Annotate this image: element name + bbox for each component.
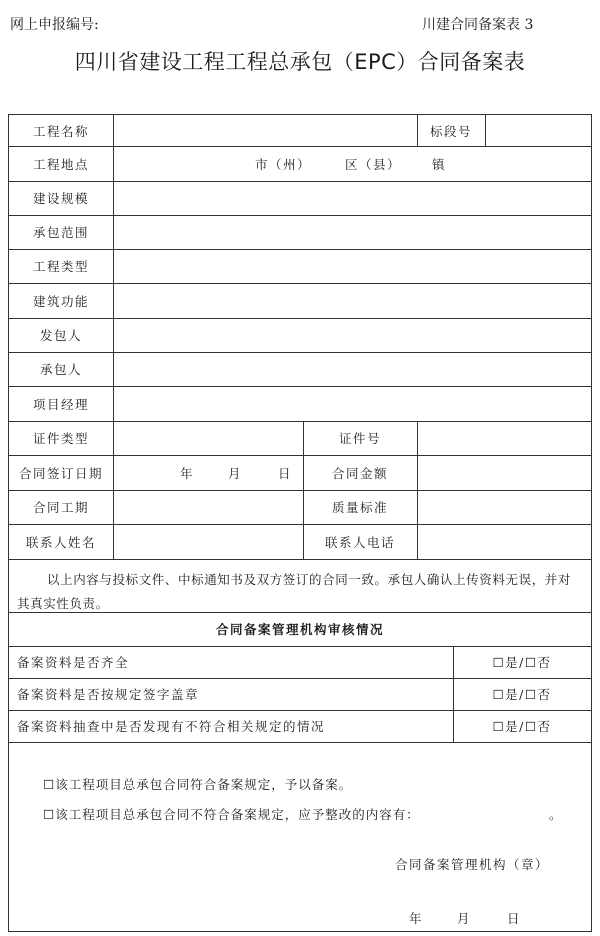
option-reject-end-mark: 。 — [549, 807, 562, 822]
filing-form — [8, 114, 592, 932]
label-contract-scope: 承包范围 — [32, 225, 89, 240]
check-answer-noncompliance[interactable]: ☐是/☐否 — [492, 719, 552, 734]
field-contact-name[interactable] — [113, 524, 303, 559]
bottom-date-day: 日 — [507, 911, 520, 926]
field-section-no[interactable] — [485, 115, 591, 146]
field-building-function[interactable] — [113, 283, 591, 318]
field-project-type[interactable] — [113, 249, 591, 283]
field-id-type[interactable] — [113, 421, 303, 455]
bottom-date-month: 月 — [457, 911, 470, 926]
location-city: 市（州） — [254, 156, 311, 172]
check-label-noncompliance: 备案资料抽查中是否发现有不符合相关规定的情况 — [17, 719, 326, 734]
label-contact-phone: 联系人电话 — [324, 534, 395, 550]
field-contact-phone[interactable] — [417, 524, 591, 559]
bottom-date-year: 年 — [409, 911, 422, 926]
label-section-no: 标段号 — [429, 123, 472, 139]
label-building-function: 建筑功能 — [32, 293, 89, 309]
sign-date-month: 月 — [227, 465, 242, 481]
field-contractor[interactable] — [113, 352, 591, 386]
label-contractor: 承包人 — [39, 362, 82, 377]
field-project-name[interactable] — [113, 115, 417, 146]
page-title: 四川省建设工程工程总承包（EPC）合同备案表 — [74, 50, 526, 74]
option-approve-checkbox[interactable]: ☐该工程项目总承包合同符合备案规定，予以备案。 — [43, 777, 353, 792]
label-sign-date: 合同签订日期 — [18, 465, 103, 481]
field-id-number[interactable] — [417, 421, 591, 455]
label-construction-scale: 建设规模 — [32, 191, 89, 206]
review-section-title: 合同备案管理机构审核情况 — [215, 622, 384, 637]
option-reject-checkbox[interactable]: ☐该工程项目总承包合同不符合备案规定，应予整改的内容有： — [43, 807, 420, 822]
label-project-name: 工程名称 — [32, 123, 89, 139]
field-contract-amount[interactable] — [417, 455, 591, 490]
label-quality-standard: 质量标准 — [331, 500, 388, 515]
sign-date-year: 年 — [179, 465, 194, 481]
label-employer: 发包人 — [39, 328, 82, 343]
declaration-text: 以上内容与投标文件、中标通知书及双方签订的合同一致。承包人确认上传资料无误，并对其真实性负责。 — [17, 572, 572, 611]
label-id-type: 证件类型 — [32, 431, 89, 446]
label-id-number: 证件号 — [338, 431, 381, 446]
sign-date-day: 日 — [277, 465, 292, 481]
check-answer-complete[interactable]: ☐是/☐否 — [492, 655, 552, 670]
label-project-manager: 项目经理 — [32, 396, 89, 412]
label-contact-name: 联系人姓名 — [25, 534, 96, 550]
field-project-manager[interactable] — [113, 386, 591, 421]
header-form-code: 川建合同备案表 3 — [422, 17, 534, 33]
field-contract-scope[interactable] — [113, 215, 591, 249]
check-label-complete: 备案资料是否齐全 — [17, 655, 130, 670]
field-employer[interactable] — [113, 318, 591, 352]
check-answer-signed[interactable]: ☐是/☐否 — [492, 687, 552, 702]
label-contract-amount: 合同金额 — [331, 465, 388, 481]
label-project-type: 工程类型 — [32, 259, 89, 274]
label-project-location: 工程地点 — [32, 156, 89, 172]
location-town: 镇 — [431, 156, 446, 172]
field-quality-standard[interactable] — [417, 490, 591, 524]
check-label-signed: 备案资料是否按规定签字盖章 — [17, 687, 200, 702]
authority-seal-label: 合同备案管理机构（章） — [395, 857, 550, 872]
field-contract-period[interactable] — [113, 490, 303, 524]
label-contract-period: 合同工期 — [32, 500, 89, 515]
location-district: 区（县） — [344, 156, 401, 172]
header-submission-number: 网上申报编号: — [10, 17, 99, 33]
field-construction-scale[interactable] — [113, 181, 591, 215]
